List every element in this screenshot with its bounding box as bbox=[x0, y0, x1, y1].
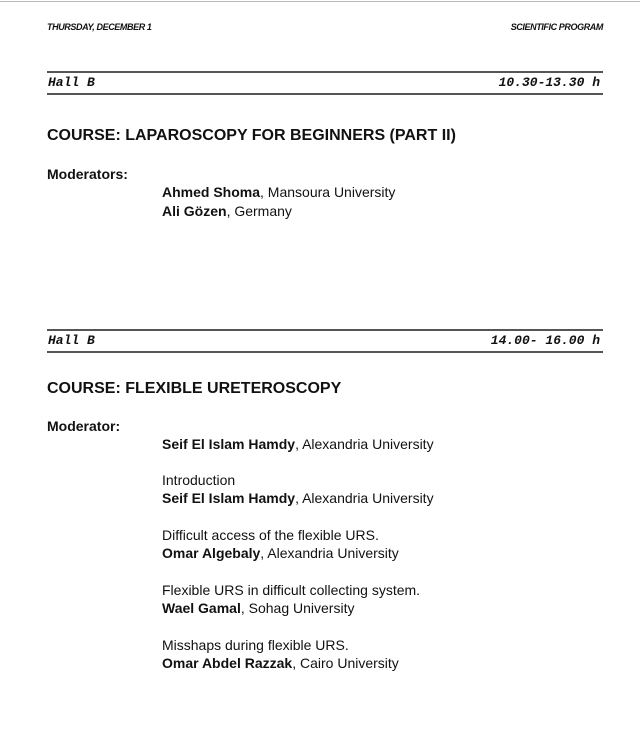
moderator-label: Moderator: bbox=[47, 418, 121, 434]
moderator: Ali Gözen, Germany bbox=[162, 203, 292, 219]
talk-speaker: Omar Abdel Razzak, Cairo University bbox=[162, 655, 399, 671]
session-1-hall-bar bbox=[47, 71, 603, 95]
talk-speaker: Seif El Islam Hamdy, Alexandria University bbox=[162, 490, 434, 506]
session-2-hall-bar bbox=[47, 329, 603, 353]
moderator: Ahmed Shoma, Mansoura University bbox=[162, 184, 396, 200]
moderators-label: Moderators: bbox=[47, 166, 128, 182]
session-time: 10.30-13.30 h bbox=[498, 75, 600, 90]
talk-speaker: Omar Algebaly, Alexandria University bbox=[162, 545, 399, 561]
talk-topic: Misshaps during flexible URS. bbox=[162, 637, 349, 653]
session-2-title: COURSE: FLEXIBLE URETEROSCOPY bbox=[47, 380, 342, 397]
header-date: THURSDAY, DECEMBER 1 bbox=[47, 22, 152, 32]
session-time: 14.00- 16.00 h bbox=[490, 333, 600, 348]
moderator: Seif El Islam Hamdy, Alexandria University bbox=[162, 436, 434, 452]
talk-topic: Flexible URS in difficult collecting system. bbox=[162, 582, 421, 598]
session-1-title: COURSE: LAPAROSCOPY FOR BEGINNERS (PART II) bbox=[47, 127, 456, 144]
page-top-border bbox=[0, 1, 640, 2]
talk-topic: Introduction bbox=[162, 472, 236, 488]
talk-speaker: Wael Gamal, Sohag University bbox=[162, 600, 355, 616]
talk-topic: Difficult access of the flexible URS. bbox=[162, 527, 379, 543]
header-program: SCIENTIFIC PROGRAM bbox=[510, 22, 603, 32]
hall-name: Hall B bbox=[48, 333, 95, 348]
hall-name: Hall B bbox=[48, 75, 95, 90]
